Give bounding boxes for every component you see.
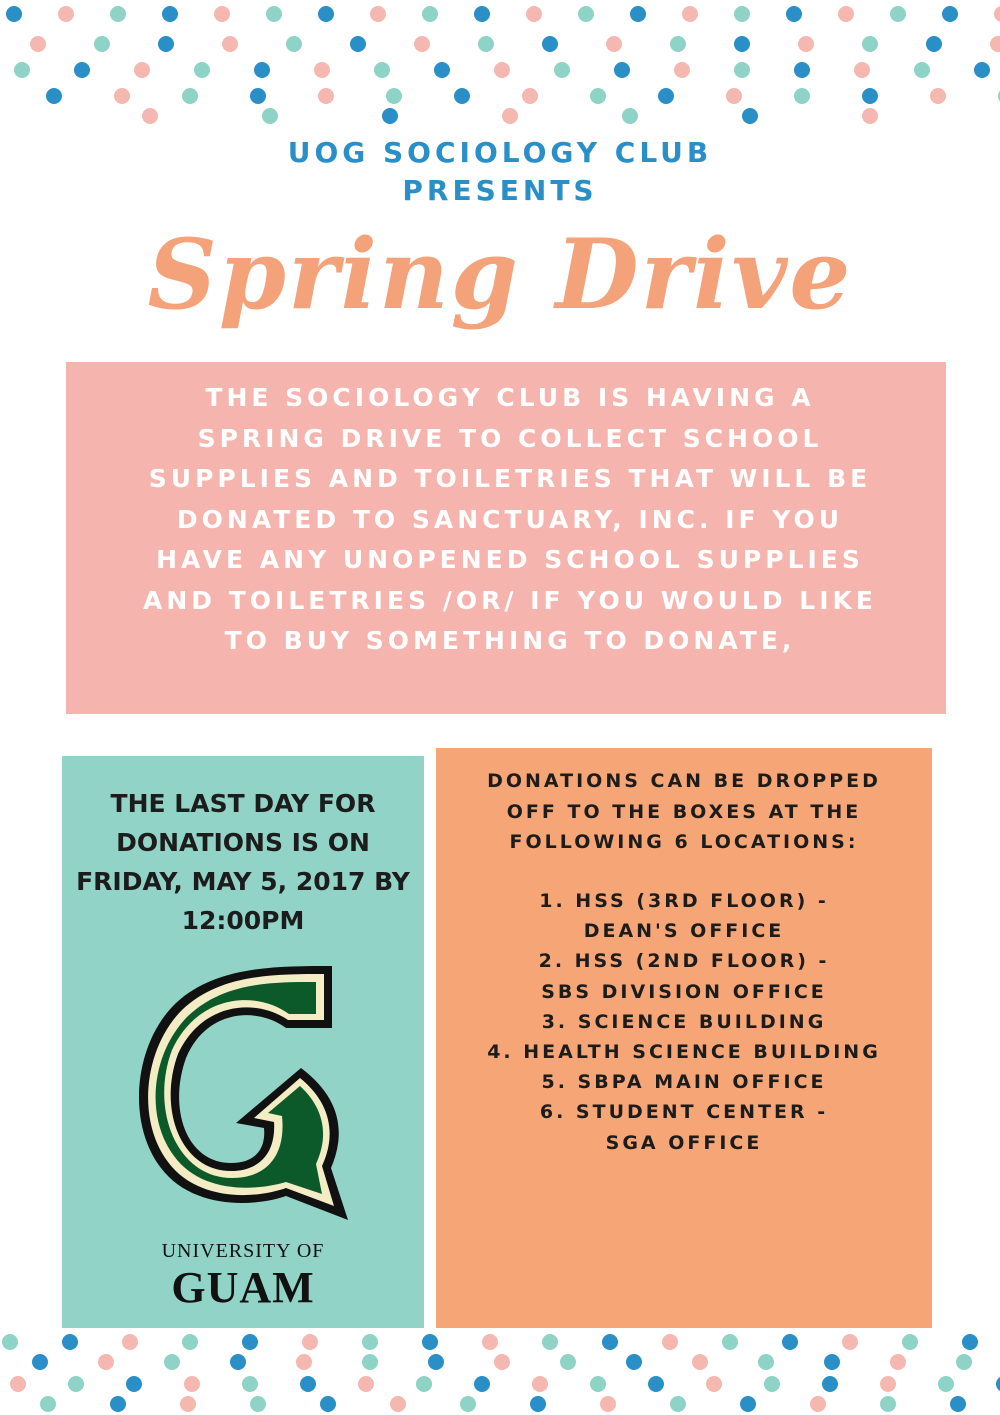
polka-dot (362, 1354, 378, 1370)
polka-dot (602, 1334, 618, 1350)
polka-dot (782, 1334, 798, 1350)
polka-dot (318, 88, 334, 104)
polka-dot (6, 6, 22, 22)
location-item: 1. HSS (3RD FLOOR) - (539, 890, 829, 912)
club-name-heading: UOG SOCIOLOGY CLUB (287, 136, 713, 169)
intro-line: TO BUY SOMETHING TO DONATE, (224, 626, 796, 655)
polka-dot (662, 1334, 678, 1350)
polka-dot (590, 88, 606, 104)
deadline-notice (62, 784, 424, 940)
polka-dot (110, 6, 126, 22)
polka-dot (32, 1354, 48, 1370)
polka-dot (798, 36, 814, 52)
polka-dot (2, 1334, 18, 1350)
polka-dot (474, 1376, 490, 1392)
polka-dot (382, 108, 398, 124)
polka-dot (182, 1334, 198, 1350)
polka-dot (62, 1334, 78, 1350)
polka-dot (880, 1376, 896, 1392)
intro-line: HAVE ANY UNOPENED SCHOOL SUPPLIES (156, 545, 864, 574)
polka-dot (158, 36, 174, 52)
polka-dot (494, 1354, 510, 1370)
polka-dot (182, 88, 198, 104)
polka-dot (254, 62, 270, 78)
location-item: 5. SBPA MAIN OFFICE (541, 1071, 827, 1094)
polka-dot (670, 1396, 686, 1412)
polka-dot (862, 36, 878, 52)
polka-dot (630, 6, 646, 22)
polka-dot (786, 6, 802, 22)
polka-dot (674, 62, 690, 78)
intro-line: SPRING DRIVE TO COLLECT SCHOOL (197, 423, 823, 453)
polka-dot (542, 36, 558, 52)
polka-dot (68, 1376, 84, 1392)
polka-dot (478, 36, 494, 52)
polka-dot (474, 6, 490, 22)
polka-dot (996, 1376, 1000, 1392)
polka-dot (460, 1396, 476, 1412)
polka-dot (250, 1396, 266, 1412)
polka-dot (302, 1334, 318, 1350)
polka-dot (230, 1354, 246, 1370)
polka-dot (658, 88, 674, 104)
polka-dot (46, 88, 62, 104)
polka-dot (434, 62, 450, 78)
polka-dot (74, 62, 90, 78)
polka-dot (358, 1376, 374, 1392)
polka-dot (214, 6, 230, 22)
polka-dot (590, 1376, 606, 1392)
deadline-line: FRIDAY, MAY 5, 2017 BY (76, 867, 410, 896)
polka-dot (14, 62, 30, 78)
location-item: 4. HEALTH SCIENCE BUILDING (487, 1041, 881, 1064)
polka-dot (600, 1396, 616, 1412)
polka-dot (740, 1396, 756, 1412)
polka-dot (134, 62, 150, 78)
polka-dot (824, 1354, 840, 1370)
deadline-line: THE LAST DAY FOR (110, 789, 376, 818)
polka-dot (242, 1376, 258, 1392)
location-item: 6. STUDENT CENTER - (539, 1101, 829, 1124)
polka-dot (416, 1376, 432, 1392)
polka-dot (126, 1376, 142, 1392)
polka-dot (838, 6, 854, 22)
polka-dot (626, 1354, 642, 1370)
university-g-logo-icon (136, 958, 356, 1230)
polka-dot (956, 1354, 972, 1370)
polka-dot (320, 1396, 336, 1412)
polka-dot (390, 1396, 406, 1412)
intro-line: AND TOILETRIES /OR/ IF YOU WOULD LIKE (143, 585, 877, 615)
polka-dot (422, 6, 438, 22)
dropoff-heading-line: OFF TO THE BOXES AT THE (506, 800, 862, 823)
polka-dot (926, 36, 942, 52)
polka-dot (242, 1334, 258, 1350)
polka-dot (994, 6, 1000, 22)
polka-dot (578, 6, 594, 22)
polka-dot (370, 6, 386, 22)
polka-dot (682, 6, 698, 22)
polka-dot (842, 1334, 858, 1350)
polka-dot (822, 1376, 838, 1392)
polka-dot (522, 88, 538, 104)
polka-dot (706, 1376, 722, 1392)
logo-university-of-text: UNIVERSITY OF (161, 1240, 325, 1262)
location-item: SBS DIVISION OFFICE (541, 980, 827, 1003)
intro-line: SUPPLIES AND TOILETRIES THAT WILL BE (148, 464, 872, 493)
deadline-line: DONATIONS IS ON (116, 828, 370, 857)
polka-dot (890, 1354, 906, 1370)
location-item: 3. SCIENCE BUILDING (541, 1010, 827, 1033)
polka-dot (10, 1376, 26, 1392)
polka-dot (902, 1334, 918, 1350)
polka-dot (962, 1334, 978, 1350)
polka-dot (862, 108, 878, 124)
polka-dot (30, 36, 46, 52)
polka-dot (454, 88, 470, 104)
logo-guam-text: GUAM (171, 1263, 315, 1312)
polka-dot (554, 62, 570, 78)
polka-dot (614, 62, 630, 78)
event-title: Spring Drive (147, 218, 853, 331)
polka-dot (794, 88, 810, 104)
polka-dot (692, 1354, 708, 1370)
polka-dot (938, 1376, 954, 1392)
polka-dot (950, 1396, 966, 1412)
polka-dot (530, 1396, 546, 1412)
polka-dot (414, 36, 430, 52)
polka-dot (318, 6, 334, 22)
location-list (440, 886, 928, 1158)
polka-dot (726, 88, 742, 104)
polka-dot (560, 1354, 576, 1370)
polka-dot (58, 6, 74, 22)
polka-dot (722, 1334, 738, 1350)
polka-dot (606, 36, 622, 52)
polka-dot (184, 1376, 200, 1392)
polka-dot (880, 1396, 896, 1412)
intro-line: THE SOCIOLOGY CLUB IS HAVING A (205, 383, 815, 412)
polka-dot (494, 62, 510, 78)
polka-dot (502, 108, 518, 124)
polka-dot (862, 88, 878, 104)
polka-dot (266, 6, 282, 22)
polka-dot (914, 62, 930, 78)
polka-dot (764, 1376, 780, 1392)
polka-dot (794, 62, 810, 78)
polka-dot (734, 36, 750, 52)
polka-dot (300, 1376, 316, 1392)
polka-dot (734, 62, 750, 78)
intro-paragraph (80, 378, 940, 662)
polka-dot (622, 108, 638, 124)
polka-dot (110, 1396, 126, 1412)
polka-dot (532, 1376, 548, 1392)
polka-dot (526, 6, 542, 22)
polka-dot (734, 6, 750, 22)
polka-dot (362, 1334, 378, 1350)
polka-dot (648, 1376, 664, 1392)
deadline-line: 12:00PM (181, 906, 305, 935)
polka-dot (482, 1334, 498, 1350)
polka-dot (296, 1354, 312, 1370)
dropoff-heading-line: DONATIONS CAN BE DROPPED (487, 770, 881, 792)
polka-dot (428, 1354, 444, 1370)
polka-dot (422, 1334, 438, 1350)
polka-dot (222, 36, 238, 52)
polka-dot (854, 62, 870, 78)
polka-dot (890, 6, 906, 22)
polka-dot (40, 1396, 56, 1412)
polka-dot (94, 36, 110, 52)
polka-dot (974, 62, 990, 78)
polka-dot (262, 108, 278, 124)
location-item: 2. HSS (2ND FLOOR) - (538, 950, 830, 973)
polka-dot (250, 88, 266, 104)
polka-dot (314, 62, 330, 78)
polka-dot (286, 36, 302, 52)
polka-dot (742, 108, 758, 124)
polka-dot (990, 36, 1000, 52)
polka-dot (162, 6, 178, 22)
polka-dot (758, 1354, 774, 1370)
dropoff-heading (440, 766, 928, 858)
polka-dot (164, 1354, 180, 1370)
location-item: SGA OFFICE (605, 1131, 763, 1154)
intro-line: DONATED TO SANCTUARY, INC. IF YOU (176, 504, 844, 534)
polka-dot (98, 1354, 114, 1370)
polka-dot (142, 108, 158, 124)
location-item: DEAN'S OFFICE (583, 920, 785, 943)
polka-dot (374, 62, 390, 78)
polka-dot (350, 36, 366, 52)
polka-dot (542, 1334, 558, 1350)
polka-dot (114, 88, 130, 104)
polka-dot (194, 62, 210, 78)
polka-dot (670, 36, 686, 52)
polka-dot (180, 1396, 196, 1412)
polka-dot (942, 6, 958, 22)
polka-dot (386, 88, 402, 104)
polka-dot (122, 1334, 138, 1350)
presents-heading: PRESENTS (402, 174, 598, 207)
dropoff-heading-line: FOLLOWING 6 LOCATIONS: (509, 831, 859, 853)
polka-dot (930, 88, 946, 104)
polka-dot (810, 1396, 826, 1412)
